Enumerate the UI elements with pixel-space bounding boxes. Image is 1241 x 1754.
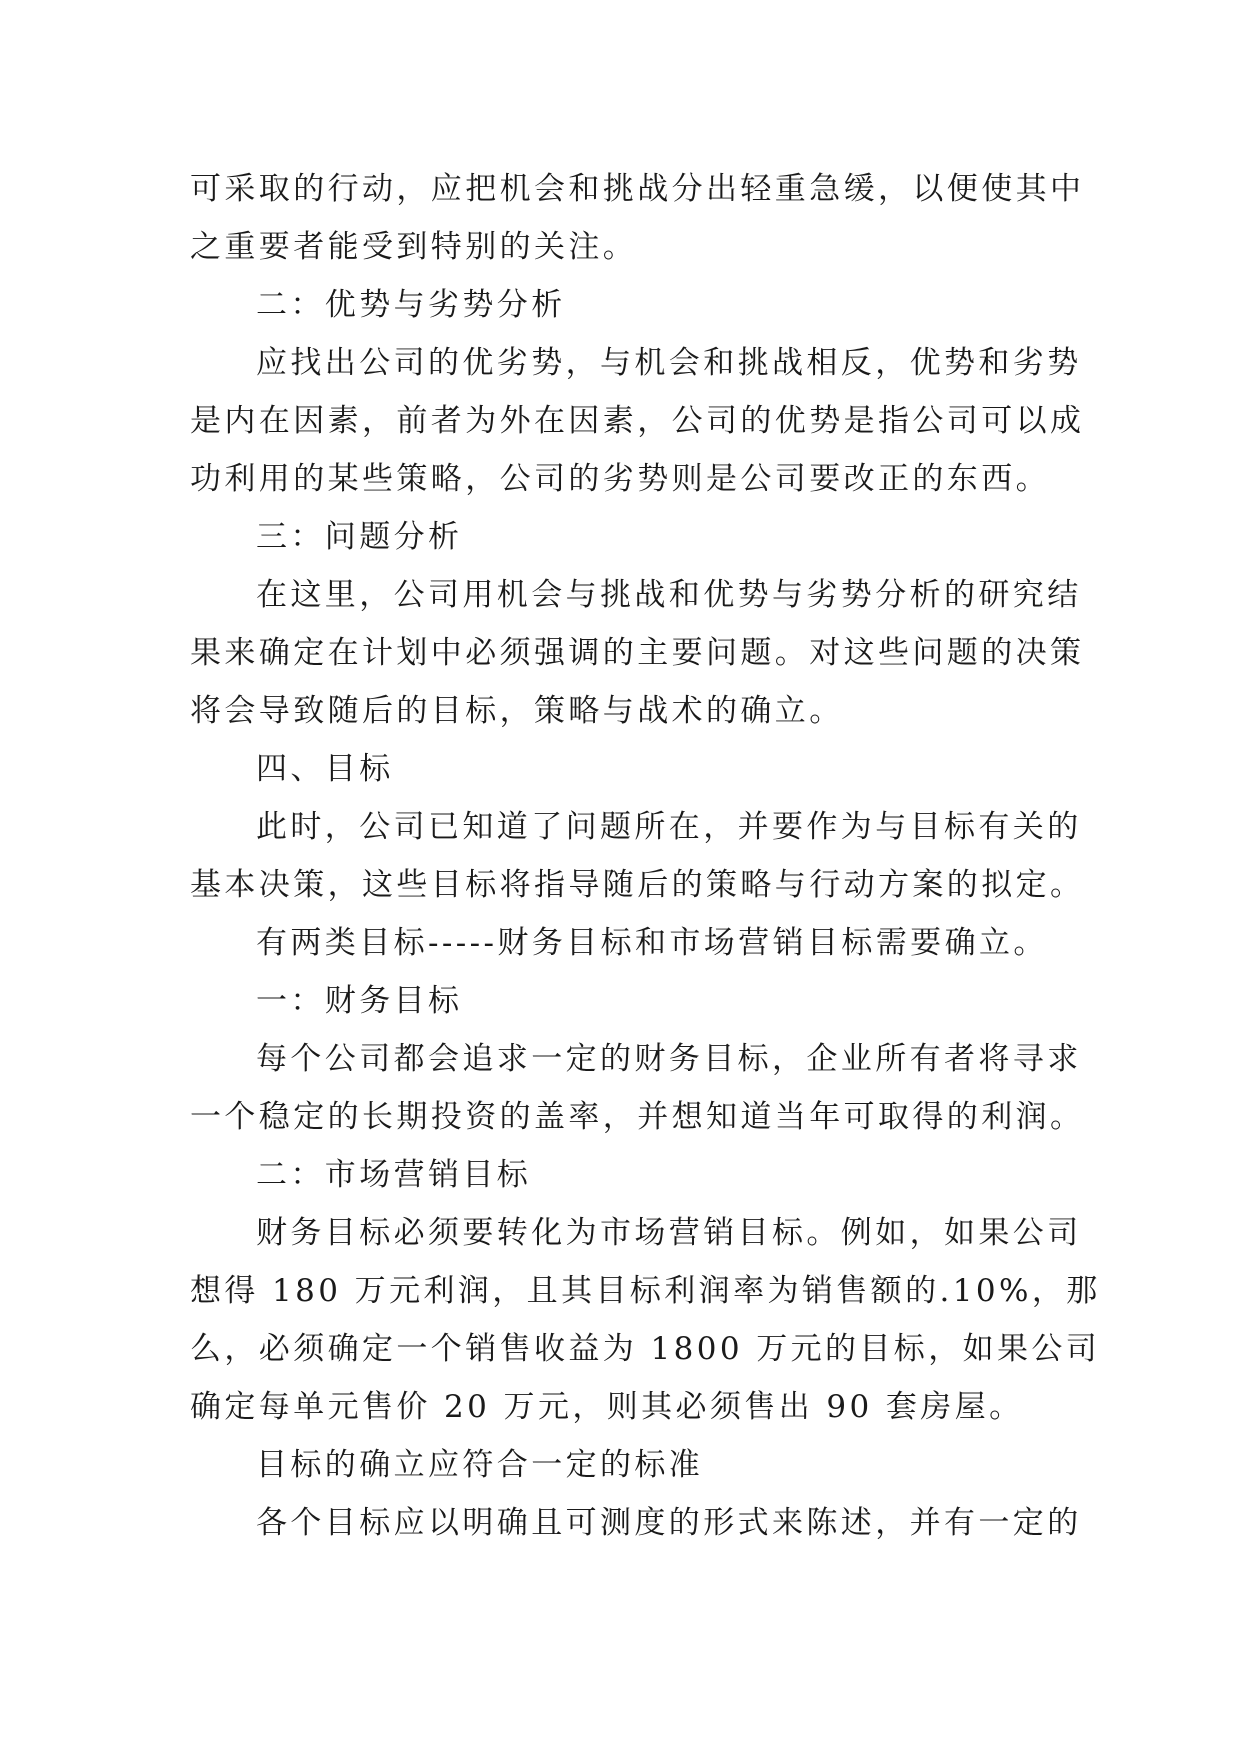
paragraph-line: 功利用的某些策略，公司的劣势则是公司要改正的东西。 — [190, 461, 1050, 497]
paragraph-line: 一个稳定的长期投资的盖率，并想知道当年可取得的利润。 — [190, 1099, 1085, 1135]
paragraph-line: 之重要者能受到特别的关注。 — [190, 229, 638, 265]
paragraph-start-line: 此时，公司已知道了问题所在，并要作为与目标有关的 — [256, 809, 1082, 845]
paragraph-start-line: 四、目标 — [256, 751, 394, 787]
paragraph-start-line: 二：市场营销目标 — [256, 1157, 532, 1193]
paragraph-start-line: 在这里，公司用机会与挑战和优势与劣势分析的研究结 — [256, 577, 1082, 613]
paragraph-start-line: 各个目标应以明确且可测度的形式来陈述，并有一定的 — [256, 1505, 1082, 1541]
paragraph-start-line: 有两类目标-----财务目标和市场营销目标需要确立。 — [256, 925, 1048, 961]
paragraph-line: 可采取的行动，应把机会和挑战分出轻重急缓，以便使其中 — [190, 171, 1085, 207]
paragraph-start-line: 目标的确立应符合一定的标准 — [256, 1447, 704, 1483]
paragraph-start-line: 财务目标必须要转化为市场营销目标。例如，如果公司 — [256, 1215, 1082, 1251]
paragraph-start-line: 三：问题分析 — [256, 519, 463, 555]
paragraph-start-line: 应找出公司的优劣势，与机会和挑战相反，优势和劣势 — [256, 345, 1082, 381]
paragraph-start-line: 二：优势与劣势分析 — [256, 287, 566, 323]
paragraph-start-line: 一：财务目标 — [256, 983, 463, 1019]
paragraph-line: 果来确定在计划中必须强调的主要问题。对这些问题的决策 — [190, 635, 1085, 671]
paragraph-line: 确定每单元售价 20 万元，则其必须售出 90 套房屋。 — [190, 1389, 1024, 1425]
body-text — [190, 160, 1101, 1552]
paragraph-line: 将会导致随后的目标，策略与战术的确立。 — [190, 693, 844, 729]
paragraph-line: 是内在因素，前者为外在因素，公司的优势是指公司可以成 — [190, 403, 1085, 439]
paragraph-line: 基本决策，这些目标将指导随后的策略与行动方案的拟定。 — [190, 867, 1085, 903]
paragraph-line: 想得 180 万元利润，且其目标利润率为销售额的.10%，那 — [190, 1273, 1101, 1309]
paragraph-start-line: 每个公司都会追求一定的财务目标，企业所有者将寻求 — [256, 1041, 1082, 1077]
paragraph-line: 么，必须确定一个销售收益为 1800 万元的目标，如果公司 — [190, 1331, 1101, 1367]
